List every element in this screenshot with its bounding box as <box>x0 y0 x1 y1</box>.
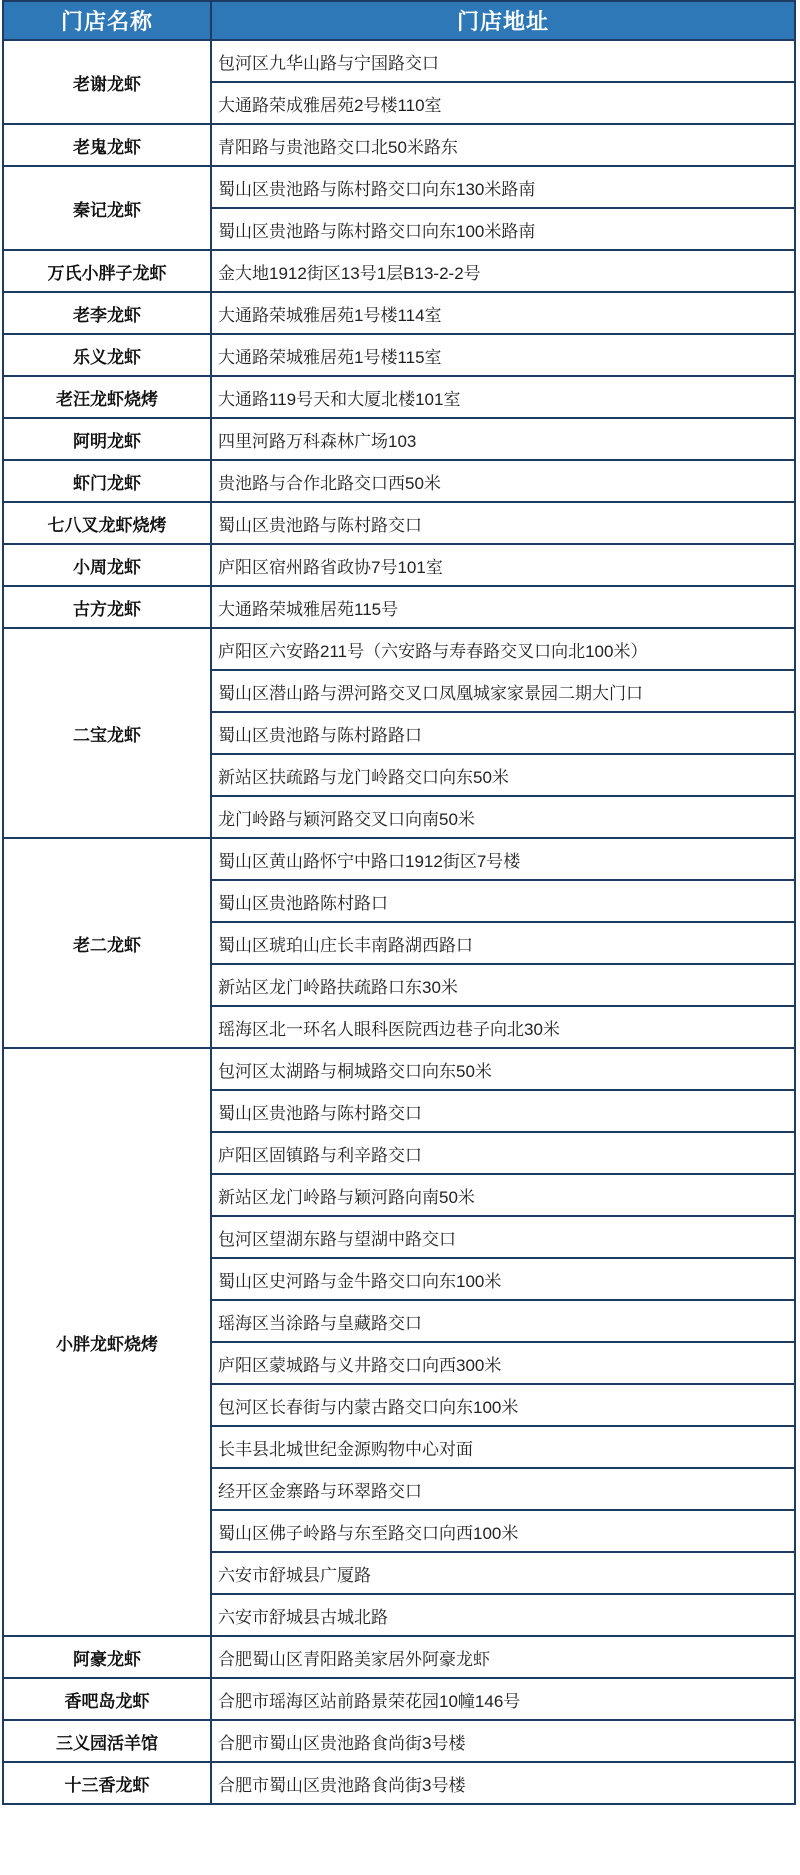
store-address: 经开区金寨路与环翠路交口 <box>211 1468 795 1510</box>
header-store-name: 门店名称 <box>3 1 211 40</box>
store-address: 新站区龙门岭路扶疏路口东30米 <box>211 964 795 1006</box>
store-name: 老二龙虾 <box>3 838 211 1048</box>
table-row <box>3 166 795 208</box>
store-address: 蜀山区贵池路与陈村路交口向东100米路南 <box>211 208 795 250</box>
store-name: 二宝龙虾 <box>3 628 211 838</box>
store-address: 贵池路与合作北路交口西50米 <box>211 460 795 502</box>
store-address: 大通路荣城雅居苑1号楼115室 <box>211 334 795 376</box>
table-row <box>3 250 795 292</box>
table-row <box>3 1762 795 1804</box>
store-name: 万氏小胖子龙虾 <box>3 250 211 292</box>
store-address: 合肥市蜀山区贵池路食尚街3号楼 <box>211 1720 795 1762</box>
store-address: 大通路荣城雅居苑1号楼114室 <box>211 292 795 334</box>
store-address: 包河区长春街与内蒙古路交口向东100米 <box>211 1384 795 1426</box>
store-address: 蜀山区佛子岭路与东至路交口向西100米 <box>211 1510 795 1552</box>
store-address: 大通路荣城雅居苑115号 <box>211 586 795 628</box>
store-address: 合肥市蜀山区贵池路食尚街3号楼 <box>211 1762 795 1804</box>
store-address: 新站区龙门岭路与颖河路向南50米 <box>211 1174 795 1216</box>
table-row <box>3 838 795 880</box>
store-address: 蜀山区贵池路与陈村路交口 <box>211 502 795 544</box>
store-name: 阿明龙虾 <box>3 418 211 460</box>
table-row <box>3 124 795 166</box>
store-address: 庐阳区固镇路与利辛路交口 <box>211 1132 795 1174</box>
store-address: 合肥市瑶海区站前路景荣花园10幢146号 <box>211 1678 795 1720</box>
store-address: 新站区扶疏路与龙门岭路交口向东50米 <box>211 754 795 796</box>
store-address: 瑶海区当涂路与皇藏路交口 <box>211 1300 795 1342</box>
store-address: 蜀山区贵池路与陈村路交口 <box>211 1090 795 1132</box>
store-address: 庐阳区蒙城路与义井路交口向西300米 <box>211 1342 795 1384</box>
table-row <box>3 586 795 628</box>
store-address: 包河区望湖东路与望湖中路交口 <box>211 1216 795 1258</box>
store-address: 大通路119号天和大厦北楼101室 <box>211 376 795 418</box>
store-name: 秦记龙虾 <box>3 166 211 250</box>
header-row <box>3 1 795 40</box>
store-address: 庐阳区六安路211号（六安路与寿春路交叉口向北100米） <box>211 628 795 670</box>
table-row <box>3 1720 795 1762</box>
store-address: 四里河路万科森林广场103 <box>211 418 795 460</box>
store-name: 老李龙虾 <box>3 292 211 334</box>
store-address: 六安市舒城县广厦路 <box>211 1552 795 1594</box>
table-row <box>3 334 795 376</box>
store-name: 虾门龙虾 <box>3 460 211 502</box>
store-name: 七八叉龙虾烧烤 <box>3 502 211 544</box>
store-address: 合肥蜀山区青阳路美家居外阿豪龙虾 <box>211 1636 795 1678</box>
store-address: 蜀山区贵池路与陈村路路口 <box>211 712 795 754</box>
store-address: 蜀山区贵池路陈村路口 <box>211 880 795 922</box>
table-row <box>3 418 795 460</box>
table-row <box>3 460 795 502</box>
table-row <box>3 40 795 82</box>
store-address: 大通路荣成雅居苑2号楼110室 <box>211 82 795 124</box>
table-row <box>3 544 795 586</box>
store-table <box>2 0 796 1805</box>
store-address: 长丰县北城世纪金源购物中心对面 <box>211 1426 795 1468</box>
store-name: 小胖龙虾烧烤 <box>3 1048 211 1636</box>
table-row <box>3 376 795 418</box>
store-name: 小周龙虾 <box>3 544 211 586</box>
store-address: 瑶海区北一环名人眼科医院西边巷子向北30米 <box>211 1006 795 1048</box>
store-name: 阿豪龙虾 <box>3 1636 211 1678</box>
store-address: 庐阳区宿州路省政协7号101室 <box>211 544 795 586</box>
table-row <box>3 1678 795 1720</box>
store-address: 青阳路与贵池路交口北50米路东 <box>211 124 795 166</box>
store-address: 金大地1912街区13号1层B13-2-2号 <box>211 250 795 292</box>
store-address: 蜀山区琥珀山庄长丰南路湖西路口 <box>211 922 795 964</box>
store-name: 乐义龙虾 <box>3 334 211 376</box>
store-list <box>3 40 795 1804</box>
table-row <box>3 1048 795 1090</box>
store-address: 六安市舒城县古城北路 <box>211 1594 795 1636</box>
store-name: 古方龙虾 <box>3 586 211 628</box>
store-name: 香吧岛龙虾 <box>3 1678 211 1720</box>
table-row <box>3 502 795 544</box>
store-address: 蜀山区贵池路与陈村路交口向东130米路南 <box>211 166 795 208</box>
table-row <box>3 628 795 670</box>
store-address: 包河区九华山路与宁国路交口 <box>211 40 795 82</box>
store-name: 老鬼龙虾 <box>3 124 211 166</box>
table-row <box>3 292 795 334</box>
store-name: 三义园活羊馆 <box>3 1720 211 1762</box>
store-name: 老谢龙虾 <box>3 40 211 124</box>
store-address: 蜀山区黄山路怀宁中路口1912街区7号楼 <box>211 838 795 880</box>
store-name: 老汪龙虾烧烤 <box>3 376 211 418</box>
header-store-address: 门店地址 <box>211 1 795 40</box>
table-row <box>3 1636 795 1678</box>
store-name: 十三香龙虾 <box>3 1762 211 1804</box>
store-address: 龙门岭路与颖河路交叉口向南50米 <box>211 796 795 838</box>
store-address: 蜀山区潜山路与淠河路交叉口凤凰城家家景园二期大门口 <box>211 670 795 712</box>
store-address: 蜀山区史河路与金牛路交口向东100米 <box>211 1258 795 1300</box>
store-address: 包河区太湖路与桐城路交口向东50米 <box>211 1048 795 1090</box>
